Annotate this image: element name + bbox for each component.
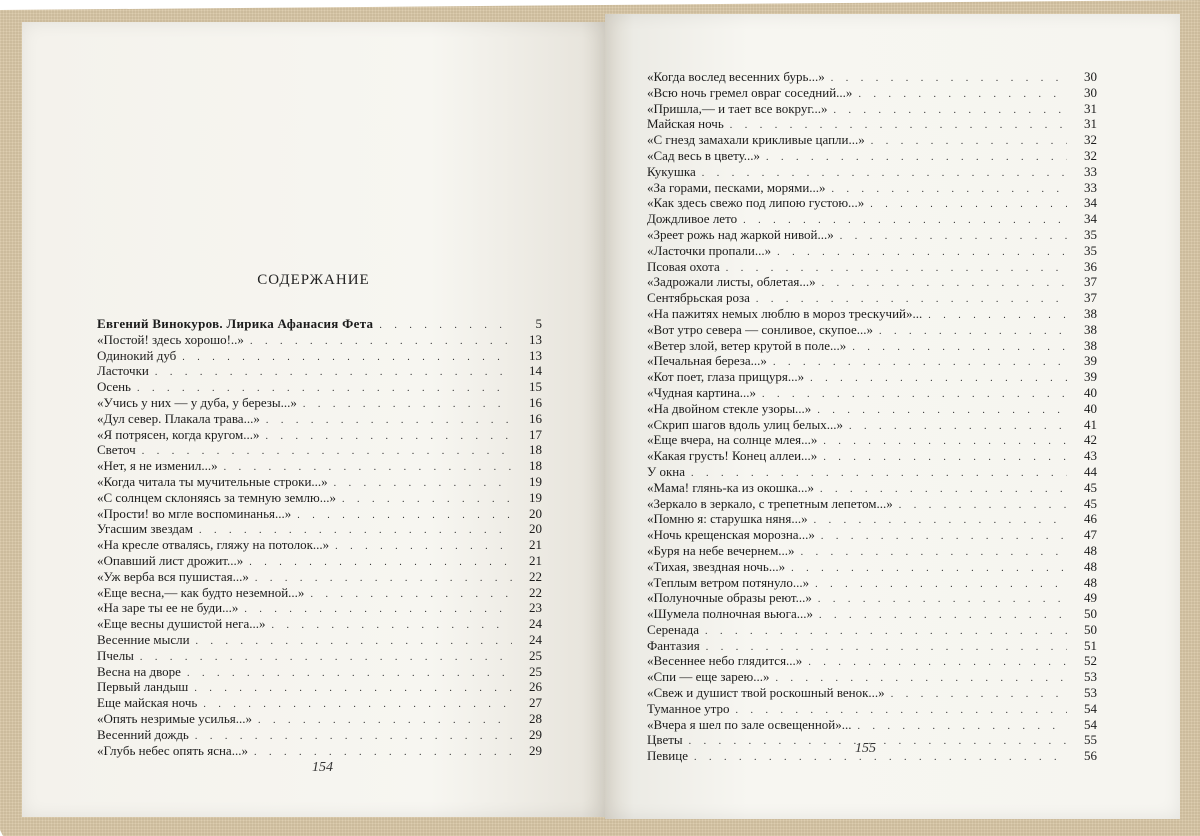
dot-leader xyxy=(254,745,512,761)
toc-entry-title: Еще майская ночь xyxy=(97,695,198,711)
toc-entry-title: «Учись у них — у дуба, у березы...» xyxy=(97,394,297,410)
toc-entry xyxy=(647,369,1097,385)
dot-leader xyxy=(689,734,1067,750)
dot-leader xyxy=(870,197,1067,213)
toc-entry-page: 16 xyxy=(529,410,542,426)
toc-entry xyxy=(97,363,542,379)
toc-entry-page: 18 xyxy=(529,458,542,474)
toc-entry xyxy=(97,632,542,648)
toc-entry xyxy=(647,685,1097,701)
dot-leader xyxy=(297,508,512,524)
toc-entry-title: «Ветер злой, ветер крутой в поле...» xyxy=(647,337,847,353)
dot-leader xyxy=(832,182,1067,198)
toc-entry-title: У окна xyxy=(647,463,685,479)
toc-entry xyxy=(97,411,542,427)
toc-entry-page: 13 xyxy=(529,331,542,347)
toc-entry-page: 40 xyxy=(1084,384,1097,400)
dot-leader xyxy=(791,561,1067,577)
toc-entry-page: 38 xyxy=(1084,337,1097,353)
toc-list-right xyxy=(647,69,1097,764)
toc-entry-page: 43 xyxy=(1084,448,1097,464)
toc-entry xyxy=(647,211,1097,227)
toc-entry xyxy=(647,101,1097,117)
toc-entry-page: 47 xyxy=(1084,527,1097,543)
toc-entry xyxy=(647,480,1097,496)
toc-entry-page: 29 xyxy=(529,726,542,742)
dot-leader xyxy=(249,555,512,571)
toc-entry xyxy=(97,521,542,537)
dot-leader xyxy=(899,498,1067,514)
dot-leader xyxy=(831,71,1067,87)
toc-entry-page: 24 xyxy=(529,616,542,632)
toc-entry-page: 5 xyxy=(535,316,542,331)
toc-entry-title: «Какая грусть! Конец аллеи...» xyxy=(647,448,818,464)
toc-entry xyxy=(647,432,1097,448)
toc-entry-title: Майская ночь xyxy=(647,116,724,132)
dot-leader xyxy=(810,371,1067,387)
toc-entry-title: Кукушка xyxy=(647,163,696,179)
toc-entry xyxy=(97,664,542,680)
toc-entry-title: «Когда вослед весенних бурь...» xyxy=(647,69,825,84)
toc-entry xyxy=(647,638,1097,654)
toc-entry-title: «Зеркало в зеркало, с трепетным лепетом...» xyxy=(647,495,893,511)
dot-leader xyxy=(814,513,1067,529)
toc-entry-page: 19 xyxy=(529,489,542,505)
toc-entry-title: «Свеж и душист твой роскошный венок...» xyxy=(647,685,885,701)
dot-leader xyxy=(818,592,1067,608)
toc-entry xyxy=(647,322,1097,338)
toc-entry xyxy=(97,348,542,364)
toc-entry-title: Весенний дождь xyxy=(97,726,189,742)
toc-entry-page: 27 xyxy=(529,695,542,711)
toc-entry-title: «Нет, я не изменил...» xyxy=(97,458,218,474)
toc-entry-title: Евгений Винокуров. Лирика Афанасия Фета xyxy=(97,316,374,331)
toc-entry xyxy=(647,606,1097,622)
dot-leader xyxy=(823,434,1067,450)
toc-entry-page: 25 xyxy=(529,663,542,679)
toc-entry xyxy=(647,195,1097,211)
dot-leader xyxy=(140,650,512,666)
toc-entry xyxy=(97,727,542,743)
toc-entry xyxy=(97,458,542,474)
toc-entry xyxy=(647,496,1097,512)
dot-leader xyxy=(272,618,513,634)
dot-leader xyxy=(777,245,1067,261)
toc-entry-title: «Полуночные образы реют...» xyxy=(647,590,812,606)
toc-entry-title: «Мама! глянь-ка из окошка...» xyxy=(647,479,814,495)
dot-leader xyxy=(857,719,1067,735)
dot-leader xyxy=(840,229,1067,245)
toc-entry-title: «Вчера я шел по зале освещенной»... xyxy=(647,716,852,732)
toc-entry-title: Ласточки xyxy=(97,363,149,379)
toc-entry xyxy=(647,274,1097,290)
dot-leader xyxy=(335,539,512,555)
toc-entry xyxy=(647,69,1097,85)
toc-entry-page: 34 xyxy=(1084,195,1097,211)
toc-entry xyxy=(647,259,1097,275)
toc-entry-title: Весенние мысли xyxy=(97,631,190,647)
toc-entry-page: 17 xyxy=(529,426,542,442)
toc-entry xyxy=(97,506,542,522)
toc-entry-page: 53 xyxy=(1084,669,1097,685)
toc-entry xyxy=(647,116,1097,132)
dot-leader xyxy=(379,318,512,334)
dot-leader xyxy=(819,608,1067,624)
toc-entry xyxy=(97,569,542,585)
toc-entry-title: «Вот утро севера — сонливое, скупое...» xyxy=(647,321,874,337)
toc-entry xyxy=(647,132,1097,148)
toc-entry-title: Туманное утро xyxy=(647,700,730,716)
toc-entry xyxy=(647,669,1097,685)
toc-entry-page: 45 xyxy=(1084,479,1097,495)
toc-entry-page: 22 xyxy=(529,584,542,600)
toc-entry-page: 35 xyxy=(1084,226,1097,242)
dot-leader xyxy=(858,87,1067,103)
toc-entry xyxy=(647,338,1097,354)
toc-entry-page: 36 xyxy=(1084,258,1097,274)
dot-leader xyxy=(187,666,512,682)
dot-leader xyxy=(891,687,1067,703)
toc-entry xyxy=(97,316,542,332)
toc-entry-title: «На двойном стекле узоры...» xyxy=(647,400,812,416)
toc-entry-page: 28 xyxy=(529,710,542,726)
toc-entry-page: 22 xyxy=(529,568,542,584)
dot-leader xyxy=(833,103,1067,119)
dot-leader xyxy=(879,324,1067,340)
toc-entry-page: 46 xyxy=(1084,511,1097,527)
toc-entry xyxy=(97,585,542,601)
toc-entry-title: «Как здесь свежо под липою густою...» xyxy=(647,195,865,211)
toc-entry xyxy=(647,85,1097,101)
toc-entry-title: Светоч xyxy=(97,442,136,458)
toc-entry xyxy=(97,648,542,664)
toc-entry xyxy=(647,701,1097,717)
toc-entry-title: «Спи — еще зарею...» xyxy=(647,669,770,685)
toc-entry xyxy=(97,395,542,411)
toc-entry xyxy=(97,743,542,759)
dot-leader xyxy=(250,334,512,350)
toc-entry-title: Серенада xyxy=(647,621,699,637)
page-number-right: 155 xyxy=(855,741,876,756)
toc-list-left xyxy=(97,316,542,758)
dot-leader xyxy=(266,413,512,429)
toc-entry-title: Угасшим звездам xyxy=(97,521,194,537)
right-page xyxy=(605,14,1180,819)
toc-entry-title: «Всю ночь гремел овраг соседний...» xyxy=(647,84,853,100)
toc-entry xyxy=(647,448,1097,464)
toc-entry-page: 13 xyxy=(529,347,542,363)
dot-leader xyxy=(182,350,512,366)
toc-entry-title: «Задрожали листы, облетая...» xyxy=(647,274,816,290)
toc-entry xyxy=(647,575,1097,591)
toc-entry-page: 39 xyxy=(1084,353,1097,369)
dot-leader xyxy=(817,403,1067,419)
toc-entry-title: «Тихая, звездная ночь...» xyxy=(647,558,786,574)
toc-entry-page: 54 xyxy=(1084,700,1097,716)
toc-entry xyxy=(647,464,1097,480)
toc-entry-title: Псовая охота xyxy=(647,258,720,274)
toc-entry xyxy=(97,427,542,443)
dot-leader xyxy=(871,134,1067,150)
toc-entry-page: 48 xyxy=(1084,558,1097,574)
toc-entry-title: Одинокий дуб xyxy=(97,347,177,363)
toc-entry xyxy=(647,511,1097,527)
toc-entry-title: «С солнцем склоняясь за темную землю...» xyxy=(97,489,336,505)
toc-entry xyxy=(647,622,1097,638)
toc-entry-page: 40 xyxy=(1084,400,1097,416)
toc-entry xyxy=(647,653,1097,669)
toc-entry xyxy=(97,442,542,458)
toc-entry xyxy=(97,695,542,711)
toc-entry-title: Дождливое лето xyxy=(647,211,738,227)
toc-entry-page: 25 xyxy=(529,647,542,663)
left-page xyxy=(22,22,605,817)
toc-entry-page: 30 xyxy=(1084,84,1097,100)
toc-entry-page: 56 xyxy=(1084,748,1097,764)
toc-entry-title: «Теплым ветром потянуло...» xyxy=(647,574,810,590)
toc-entry xyxy=(647,417,1097,433)
toc-entry-title: «На заре ты ее не буди...» xyxy=(97,600,239,616)
toc-entry-title: Весна на дворе xyxy=(97,663,181,679)
dot-leader xyxy=(773,355,1067,371)
toc-entry-title: «Весеннее небо глядится...» xyxy=(647,653,803,669)
toc-entry-page: 16 xyxy=(529,394,542,410)
toc-entry-title: «Помню я: старушка няня...» xyxy=(647,511,808,527)
toc-entry-title: «Ночь крещенская морозна...» xyxy=(647,527,815,543)
toc-entry-page: 29 xyxy=(529,742,542,758)
toc-entry-title: Первый ландыш xyxy=(97,679,189,695)
toc-entry xyxy=(97,332,542,348)
dot-leader xyxy=(155,365,512,381)
toc-entry xyxy=(647,385,1097,401)
toc-entry-title: «За горами, песками, морями...» xyxy=(647,179,826,195)
toc-entry-title: «С гнезд замахали крикливые цапли...» xyxy=(647,132,865,148)
dot-leader xyxy=(194,681,512,697)
toc-entry xyxy=(97,379,542,395)
toc-entry-page: 34 xyxy=(1084,211,1097,227)
dot-leader xyxy=(310,587,512,603)
dot-leader xyxy=(244,602,512,618)
toc-entry-page: 32 xyxy=(1084,132,1097,148)
toc-entry xyxy=(97,474,542,490)
dot-leader xyxy=(266,429,512,445)
toc-entry xyxy=(97,711,542,727)
dot-leader xyxy=(852,340,1067,356)
toc-entry xyxy=(647,164,1097,180)
toc-entry-page: 31 xyxy=(1084,116,1097,132)
toc-entry-title: Певице xyxy=(647,748,688,764)
toc-entry-page: 35 xyxy=(1084,242,1097,258)
toc-entry-title: Пчелы xyxy=(97,647,134,663)
toc-entry-title: «Зреет рожь над жаркой нивой...» xyxy=(647,226,834,242)
toc-entry-page: 32 xyxy=(1084,147,1097,163)
toc-entry-page: 54 xyxy=(1084,716,1097,732)
toc-entry-page: 41 xyxy=(1084,416,1097,432)
toc-entry-title: «Ласточки пропали...» xyxy=(647,242,772,258)
toc-entry-page: 24 xyxy=(529,631,542,647)
toc-entry xyxy=(647,353,1097,369)
toc-entry xyxy=(647,290,1097,306)
dot-leader xyxy=(303,397,512,413)
toc-entry-page: 53 xyxy=(1084,685,1097,701)
toc-entry-title: «Дул север. Плакала трава...» xyxy=(97,410,260,426)
dot-leader xyxy=(822,276,1067,292)
toc-entry-page: 52 xyxy=(1084,653,1097,669)
dot-leader xyxy=(342,492,512,508)
toc-entry-page: 33 xyxy=(1084,179,1097,195)
toc-entry-title: «Еще весны душистой нега...» xyxy=(97,616,266,632)
toc-entry-title: «Буря на небе вечернем...» xyxy=(647,542,795,558)
toc-entry xyxy=(647,401,1097,417)
dot-leader xyxy=(334,476,512,492)
dot-leader xyxy=(705,624,1067,640)
toc-entry-title: Цветы xyxy=(647,732,683,748)
toc-entry-page: 31 xyxy=(1084,100,1097,116)
dot-leader xyxy=(801,545,1067,561)
page-number-left: 154 xyxy=(312,760,333,775)
toc-entry-page: 21 xyxy=(529,552,542,568)
toc-entry-title: «Кот поет, глаза прищуря...» xyxy=(647,369,805,385)
toc-entry xyxy=(97,537,542,553)
toc-entry-page: 33 xyxy=(1084,163,1097,179)
toc-entry xyxy=(647,148,1097,164)
toc-entry-page: 44 xyxy=(1084,463,1097,479)
toc-entry-title: «На кресле отвалясь, гляжу на потолок...» xyxy=(97,537,330,553)
toc-entry-title: «На пажитях немых люблю в мороз трескучий»... xyxy=(647,305,923,321)
toc-entry xyxy=(647,243,1097,259)
toc-entry-page: 48 xyxy=(1084,542,1097,558)
dot-leader xyxy=(196,634,512,650)
toc-entry-page: 20 xyxy=(529,521,542,537)
toc-entry-page: 21 xyxy=(529,537,542,553)
dot-leader xyxy=(849,419,1067,435)
toc-entry-title: «Чудная картина...» xyxy=(647,384,757,400)
toc-entry-title: «Еще вчера, на солнце млея...» xyxy=(647,432,818,448)
toc-entry-page: 55 xyxy=(1084,732,1097,748)
toc-entry-title: «Я потрясен, когда кругом...» xyxy=(97,426,260,442)
toc-entry-page: 39 xyxy=(1084,369,1097,385)
toc-entry-page: 48 xyxy=(1084,574,1097,590)
toc-entry-title: Фантазия xyxy=(647,637,700,653)
toc-entry-title: Сентябрьская роза xyxy=(647,290,750,306)
toc-entry xyxy=(647,180,1097,196)
toc-entry-title: «Скрип шагов вдоль улиц белых...» xyxy=(647,416,844,432)
toc-entry-page: 26 xyxy=(529,679,542,695)
toc-entry-page: 38 xyxy=(1084,305,1097,321)
toc-entry-page: 19 xyxy=(529,473,542,489)
toc-entry-page: 50 xyxy=(1084,606,1097,622)
toc-entry xyxy=(647,543,1097,559)
toc-entry-page: 23 xyxy=(529,600,542,616)
toc-entry-title: «Когда читала ты мучительные строки...» xyxy=(97,473,328,489)
toc-entry xyxy=(647,306,1097,322)
dot-leader xyxy=(808,655,1067,671)
dot-leader xyxy=(815,577,1067,593)
toc-entry xyxy=(97,679,542,695)
toc-entry xyxy=(647,717,1097,733)
toc-entry-page: 50 xyxy=(1084,621,1097,637)
toc-entry-page: 49 xyxy=(1084,590,1097,606)
toc-entry-title: «Сад весь в цвету...» xyxy=(647,147,761,163)
toc-entry xyxy=(97,490,542,506)
toc-entry-page: 15 xyxy=(529,379,542,395)
toc-entry-page: 18 xyxy=(529,442,542,458)
dot-leader xyxy=(823,450,1067,466)
toc-entry xyxy=(647,590,1097,606)
toc-entry-title: «Шумела полночная вьюга...» xyxy=(647,606,813,622)
toc-entry-title: «Постой! здесь хорошо!..» xyxy=(97,331,244,347)
contents-heading: СОДЕРЖАНИЕ xyxy=(257,272,370,288)
dot-leader xyxy=(928,308,1067,324)
toc-entry xyxy=(97,553,542,569)
toc-entry xyxy=(97,616,542,632)
toc-entry-page: 14 xyxy=(529,363,542,379)
dot-leader xyxy=(766,150,1067,166)
toc-entry xyxy=(647,227,1097,243)
toc-entry-page: 42 xyxy=(1084,432,1097,448)
toc-entry-title: «Еще весна,— как будто неземной...» xyxy=(97,584,305,600)
toc-entry-page: 38 xyxy=(1084,321,1097,337)
dot-leader xyxy=(258,713,512,729)
toc-entry-page: 37 xyxy=(1084,290,1097,306)
toc-entry-page: 37 xyxy=(1084,274,1097,290)
toc-entry-title: «Уж верба вся пушистая...» xyxy=(97,568,249,584)
dot-leader xyxy=(694,750,1067,766)
toc-entry-title: «Глубь небес опять ясна...» xyxy=(97,742,248,758)
toc-entry xyxy=(97,600,542,616)
toc-entry-title: «Пришла,— и тает все вокруг...» xyxy=(647,100,828,116)
toc-entry-page: 20 xyxy=(529,505,542,521)
toc-entry-title: Осень xyxy=(97,379,131,395)
toc-entry-title: «Опять незримые усилья...» xyxy=(97,710,253,726)
dot-leader xyxy=(821,529,1067,545)
toc-entry xyxy=(647,559,1097,575)
toc-entry-page: 30 xyxy=(1084,69,1097,84)
toc-entry-page: 45 xyxy=(1084,495,1097,511)
toc-entry-title: «Опавший лист дрожит...» xyxy=(97,552,244,568)
toc-entry-title: «Печальная береза...» xyxy=(647,353,767,369)
toc-entry-page: 51 xyxy=(1084,637,1097,653)
toc-entry-title: «Прости! во мгле воспоминанья...» xyxy=(97,505,292,521)
toc-entry xyxy=(647,527,1097,543)
